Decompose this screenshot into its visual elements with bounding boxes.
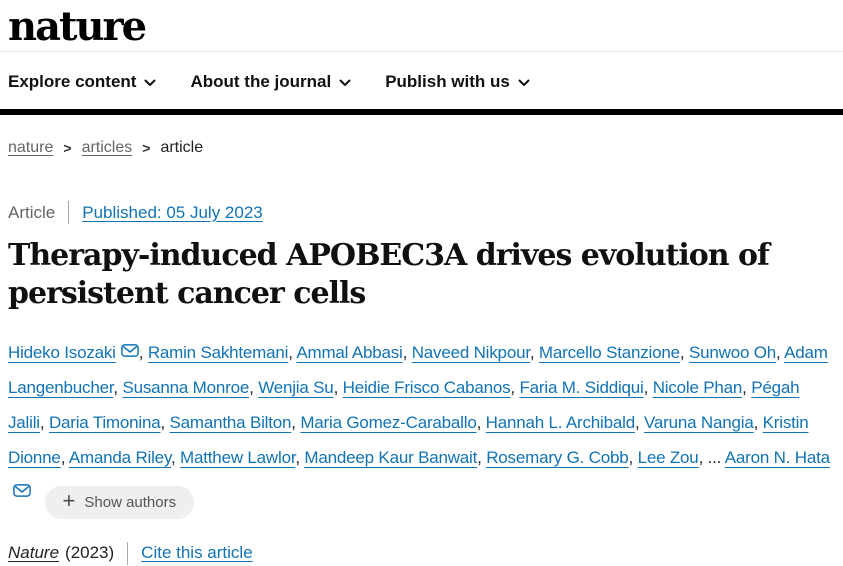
- author: [343, 378, 515, 397]
- author-separator: ,: [476, 413, 482, 432]
- author: [519, 378, 648, 397]
- author: [300, 413, 481, 432]
- author-link[interactable]: Ammal Abbasi: [296, 343, 403, 362]
- show-authors-label: Show authors: [84, 493, 177, 511]
- author-separator: ,: [160, 413, 165, 432]
- author-link[interactable]: Mandeep Kaur Banwait: [304, 448, 478, 467]
- author-link[interactable]: Wenjia Su: [258, 378, 334, 397]
- author-separator: ,: [333, 378, 339, 397]
- nav-menu-item-label: Publish with us: [385, 72, 510, 91]
- author-separator: ,: [742, 378, 747, 397]
- author-link[interactable]: Adam Langenbucher: [8, 343, 828, 397]
- author-links: [8, 343, 830, 502]
- author-link[interactable]: Pégah Jalili: [8, 378, 800, 432]
- author: [170, 413, 296, 432]
- author-link[interactable]: Hideko Isozaki: [8, 343, 116, 362]
- email-envelope-icon[interactable]: [13, 484, 31, 497]
- author-link[interactable]: Varuna Nangia: [644, 413, 754, 432]
- author-link[interactable]: Rosemary G. Cobb: [486, 448, 629, 467]
- author-link[interactable]: Naveed Nikpour: [411, 343, 530, 362]
- cite-this-article-link[interactable]: Cite this article: [141, 543, 253, 562]
- author-separator: ,: [295, 448, 300, 467]
- author: [148, 343, 293, 362]
- author-link[interactable]: Hannah L. Archibald: [485, 413, 635, 432]
- chevron-down-icon: [339, 79, 351, 87]
- author: [304, 448, 481, 467]
- author: [539, 343, 685, 362]
- author-link[interactable]: Amanda Riley: [68, 448, 171, 467]
- breadcrumb-current: article: [160, 139, 204, 156]
- nav-menu-item[interactable]: [190, 72, 351, 92]
- author: [689, 343, 781, 362]
- author-separator: ,: [510, 378, 515, 397]
- article-type-label: Article: [8, 202, 56, 222]
- nav-menu-item-label: Explore content: [8, 72, 137, 91]
- citation-bar: [8, 542, 843, 565]
- breadcrumb-separator-icon: >: [142, 140, 151, 156]
- author: [122, 378, 253, 397]
- author: [69, 448, 176, 467]
- author-link[interactable]: Aaron N. Hata: [724, 448, 830, 467]
- article-title: [8, 237, 843, 313]
- published-date-link[interactable]: Published: 05 July 2023: [82, 202, 263, 222]
- author: [180, 448, 300, 467]
- citation-year: (2023): [65, 543, 115, 562]
- author-separator: ,: [291, 413, 296, 432]
- author-separator: ,: [249, 378, 254, 397]
- author-separator: ,: [753, 413, 759, 432]
- author: [49, 413, 165, 432]
- author-separator: ,: [402, 343, 408, 362]
- chevron-down-icon: [518, 79, 530, 87]
- author-link[interactable]: Marcello Stanzione: [538, 343, 680, 362]
- breadcrumb-link[interactable]: articles: [81, 139, 133, 156]
- author-ellipsis: ...: [707, 448, 725, 467]
- author: [486, 413, 640, 432]
- author-separator: ,: [776, 343, 781, 362]
- author-separator: ,: [698, 448, 704, 467]
- author-link[interactable]: Nicole Phan: [652, 378, 743, 397]
- author-link[interactable]: Matthew Lawlor: [180, 448, 296, 467]
- header-rule: [0, 109, 843, 115]
- citation-divider: [127, 542, 128, 565]
- author-link[interactable]: Maria Gomez-Caraballo: [300, 413, 477, 432]
- author: [644, 413, 758, 432]
- author-separator: ,: [288, 343, 293, 362]
- author-separator: ,: [170, 448, 176, 467]
- author-link[interactable]: Daria Timonina: [48, 413, 161, 432]
- nature-logo[interactable]: nature: [8, 3, 146, 50]
- article-meta: [8, 201, 843, 224]
- author-link[interactable]: Heidie Frisco Cabanos: [342, 378, 511, 397]
- author-separator: ,: [529, 343, 535, 362]
- main-nav: [0, 52, 843, 109]
- author-separator: ,: [477, 448, 482, 467]
- author: [653, 378, 747, 397]
- author: [412, 343, 535, 362]
- author-separator: ,: [679, 343, 685, 362]
- nav-menu-item[interactable]: [8, 72, 156, 92]
- author-list: [8, 335, 836, 519]
- article-title-line-2: persistent cancer cells: [8, 276, 366, 311]
- author: [638, 448, 704, 467]
- plus-icon: +: [62, 488, 76, 513]
- chevron-down-icon: [144, 79, 156, 87]
- breadcrumb-separator-icon: >: [63, 140, 72, 156]
- site-header: [0, 0, 843, 115]
- author-link[interactable]: Ramin Sakhtemani: [147, 343, 289, 362]
- show-authors-button[interactable]: [45, 486, 195, 519]
- article-title-line-1: Therapy-induced APOBEC3A drives evolution of: [8, 238, 769, 273]
- author-separator: ,: [643, 378, 649, 397]
- author-separator: ,: [138, 343, 144, 362]
- journal-link[interactable]: Nature: [8, 543, 60, 562]
- author: [258, 378, 338, 397]
- meta-divider: [68, 201, 69, 224]
- author: [8, 343, 143, 362]
- nav-menu-item-label: About the journal: [190, 72, 332, 91]
- nav-menu-item[interactable]: [385, 72, 530, 92]
- author-separator: ,: [113, 378, 118, 397]
- author-link[interactable]: Sunwoo Oh: [688, 343, 777, 362]
- author-link[interactable]: Kristin Dionne: [8, 413, 809, 467]
- breadcrumb: [8, 139, 843, 157]
- breadcrumb-link[interactable]: nature: [8, 139, 54, 156]
- author-link[interactable]: Faria M. Siddiqui: [519, 378, 644, 397]
- author: [296, 343, 407, 362]
- email-envelope-icon[interactable]: [121, 344, 139, 357]
- author-separator: ,: [634, 413, 640, 432]
- author-separator: ,: [60, 448, 66, 467]
- article-page: [0, 139, 843, 565]
- author-link[interactable]: Lee Zou: [637, 448, 699, 467]
- author-separator: ,: [39, 413, 45, 432]
- author-link[interactable]: Samantha Bilton: [169, 413, 292, 432]
- author-link[interactable]: Susanna Monroe: [122, 378, 250, 397]
- author: [486, 448, 633, 467]
- author-separator: ,: [628, 448, 634, 467]
